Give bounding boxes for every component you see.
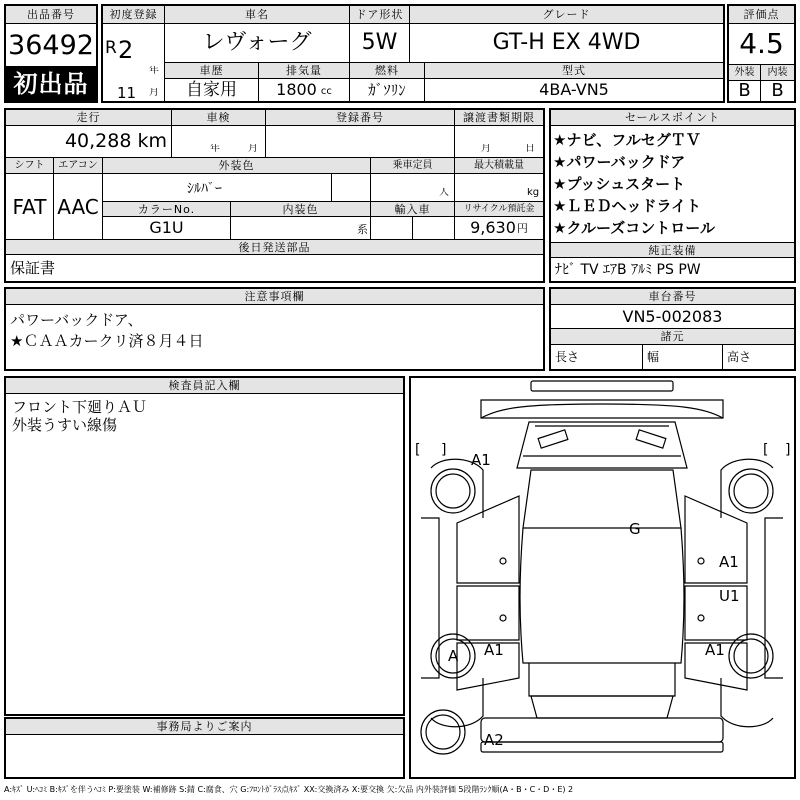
equipment-label: 純正装備 bbox=[551, 242, 794, 258]
plate-cell bbox=[266, 126, 455, 158]
color-no-label: カラーNo. bbox=[103, 202, 231, 217]
first-listing-badge: 初出品 bbox=[6, 66, 96, 101]
lot-box bbox=[4, 4, 98, 103]
dim-length: 長さ bbox=[551, 345, 643, 369]
ext-score: B bbox=[729, 81, 761, 101]
inspection-cell bbox=[172, 126, 266, 158]
inspector-text bbox=[12, 398, 147, 434]
fuel-label: 燃料 bbox=[350, 63, 425, 79]
car-name-label: 車名 bbox=[165, 6, 350, 24]
sales-points-box bbox=[549, 108, 796, 283]
damage-mark: A bbox=[448, 647, 459, 665]
capacity-unit: 人 bbox=[439, 188, 449, 198]
lot-label: 出品番号 bbox=[6, 6, 96, 24]
transfer-day-unit: 日 bbox=[525, 144, 535, 154]
damage-mark: A1 bbox=[719, 553, 739, 571]
lot-number: 36492 bbox=[8, 29, 94, 61]
ext-label: 外装 bbox=[729, 65, 761, 81]
recycle-label: リサイクル預託金 bbox=[455, 202, 543, 217]
equipment: ﾅﾋﾞ TV ｴｱB ｱﾙﾐ PS PW bbox=[555, 261, 701, 278]
displacement-cell bbox=[259, 79, 350, 101]
model-label: 型式 bbox=[425, 63, 723, 79]
reg-year: 2 bbox=[118, 38, 134, 62]
load-label: 最大積載量 bbox=[455, 158, 543, 174]
later-parts: 保証書 bbox=[10, 258, 56, 277]
fuel: ｶﾞｿﾘﾝ bbox=[350, 79, 425, 101]
interior-unit: 系 bbox=[357, 224, 368, 235]
inspector-line: フロント下廻りＡＵ bbox=[12, 398, 148, 416]
damage-mark: A2 bbox=[484, 731, 504, 749]
sales-point: ★ＬＥＤヘッドライト bbox=[553, 197, 701, 215]
interior-label: 内装色 bbox=[231, 202, 371, 217]
int-label: 内装 bbox=[761, 65, 794, 81]
vehicle-header bbox=[101, 4, 725, 103]
capacity-cell bbox=[371, 174, 455, 202]
transfer-label: 譲渡書類期限 bbox=[455, 110, 543, 126]
ac-label: エアコン bbox=[54, 158, 103, 174]
legend: A:ｷｽﾞ U:ﾍｺﾐ B:ｷｽﾞを伴うﾍｺﾐ P:要塗装 W:補修跡 S:錆 C:腐食、穴 G:ﾌﾛﾝﾄｶﾞﾗｽ点ｷｽﾞ XX:交換済み X:要交換 欠:欠品 内外装評価 5段階ﾗﾝｸ順(A・B・C・D・E) 2 bbox=[4, 785, 574, 794]
mileage: 40,288 km bbox=[6, 126, 172, 158]
recycle-unit: 円 bbox=[516, 221, 528, 235]
notes-text bbox=[10, 310, 203, 352]
sales-points-label: セールスポイント bbox=[551, 110, 794, 126]
int-score: B bbox=[771, 81, 784, 101]
color-no: G1U bbox=[103, 217, 231, 239]
chassis-label: 車台番号 bbox=[551, 289, 794, 305]
inspection-year-unit: 年 bbox=[210, 144, 220, 154]
door-label: ドア形状 bbox=[350, 6, 410, 24]
notes-box bbox=[4, 287, 545, 371]
shift-label: シフト bbox=[6, 158, 54, 174]
notes-label: 注意事項欄 bbox=[6, 289, 543, 305]
displacement-unit: cc bbox=[320, 86, 332, 97]
sales-point: ★パワーバックドア bbox=[553, 153, 686, 171]
reg-era: R bbox=[105, 40, 117, 57]
sales-point: ★ナビ、フルセグＴＶ bbox=[553, 131, 701, 149]
bracket-mark: [ bbox=[763, 442, 769, 458]
bracket-mark: ] bbox=[441, 442, 447, 458]
damage-mark: A1 bbox=[705, 641, 725, 659]
reg-month-unit: 月 bbox=[149, 88, 159, 98]
score-value: 4.5 bbox=[729, 24, 794, 65]
load-cell bbox=[455, 174, 543, 202]
displacement: 1800 bbox=[276, 80, 317, 99]
chassis-box bbox=[549, 287, 796, 371]
capacity-label: 乗車定員 bbox=[371, 158, 455, 174]
sales-points-list bbox=[553, 129, 793, 239]
ac: AAC bbox=[54, 174, 103, 239]
later-label: 後日発送部品 bbox=[6, 239, 543, 255]
score-label: 評価点 bbox=[729, 6, 794, 24]
damage-mark: G bbox=[629, 520, 641, 538]
inspector-line: 外装うすい線傷 bbox=[12, 416, 118, 434]
door-type: 5W bbox=[350, 24, 410, 63]
details-box bbox=[4, 108, 545, 283]
office-box bbox=[4, 717, 405, 779]
bracket-mark: [ bbox=[415, 442, 421, 458]
reg-year-unit: 年 bbox=[149, 66, 159, 76]
car-name: レヴォーグ bbox=[165, 24, 350, 63]
damage-diagram-box bbox=[409, 376, 796, 779]
reg-cell bbox=[103, 24, 165, 101]
interior-cell bbox=[231, 217, 371, 239]
sales-point: ★プッシュスタート bbox=[553, 175, 686, 193]
displacement-label: 排気量 bbox=[259, 63, 350, 79]
exterior: ｼﾙﾊﾞｰ bbox=[187, 182, 222, 196]
load-unit: kg bbox=[527, 188, 540, 198]
import-cell bbox=[371, 217, 455, 239]
dim-height: 高さ bbox=[727, 350, 752, 364]
mileage-label: 走行 bbox=[6, 110, 172, 126]
damage-mark: A1 bbox=[484, 641, 504, 659]
dims-label: 諸元 bbox=[551, 329, 794, 345]
notes-line: パワーバックドア、 bbox=[10, 311, 143, 329]
shift: FAT bbox=[6, 174, 54, 239]
dim-width: 幅 bbox=[643, 345, 723, 369]
plate-label: 登録番号 bbox=[266, 110, 455, 126]
score-box bbox=[727, 4, 796, 103]
sales-point: ★クルーズコントロール bbox=[553, 219, 715, 237]
bracket-mark: ] bbox=[785, 442, 791, 458]
damage-mark: A1 bbox=[471, 451, 491, 469]
reg-month: 11 bbox=[117, 86, 137, 101]
inspector-box bbox=[4, 376, 405, 716]
reg-label: 初度登録 bbox=[103, 6, 165, 24]
exterior-label: 外装色 bbox=[103, 158, 371, 174]
exterior-cell bbox=[103, 174, 371, 202]
inspector-label: 検査員記入欄 bbox=[6, 378, 403, 394]
recycle-cell bbox=[455, 217, 543, 239]
history: 自家用 bbox=[165, 79, 259, 101]
transfer-cell bbox=[455, 126, 543, 158]
transfer-month-unit: 月 bbox=[481, 144, 491, 154]
import-label: 輸入車 bbox=[371, 202, 455, 217]
inspection-month-unit: 月 bbox=[248, 144, 258, 154]
notes-line: ★ＣＡＡカークリ済８月４日 bbox=[10, 332, 204, 350]
model: 4BA-VN5 bbox=[539, 80, 609, 99]
chassis-number: VN5-002083 bbox=[551, 305, 794, 329]
grade-label: グレード bbox=[410, 6, 723, 24]
damage-diagram bbox=[411, 378, 794, 777]
history-label: 車歴 bbox=[165, 63, 259, 79]
recycle-value: 9,630 bbox=[470, 218, 516, 237]
grade: GT-H EX 4WD bbox=[410, 24, 723, 63]
office-label: 事務局よりご案内 bbox=[6, 719, 403, 735]
inspection-label: 車検 bbox=[172, 110, 266, 126]
damage-mark: U1 bbox=[719, 587, 740, 605]
